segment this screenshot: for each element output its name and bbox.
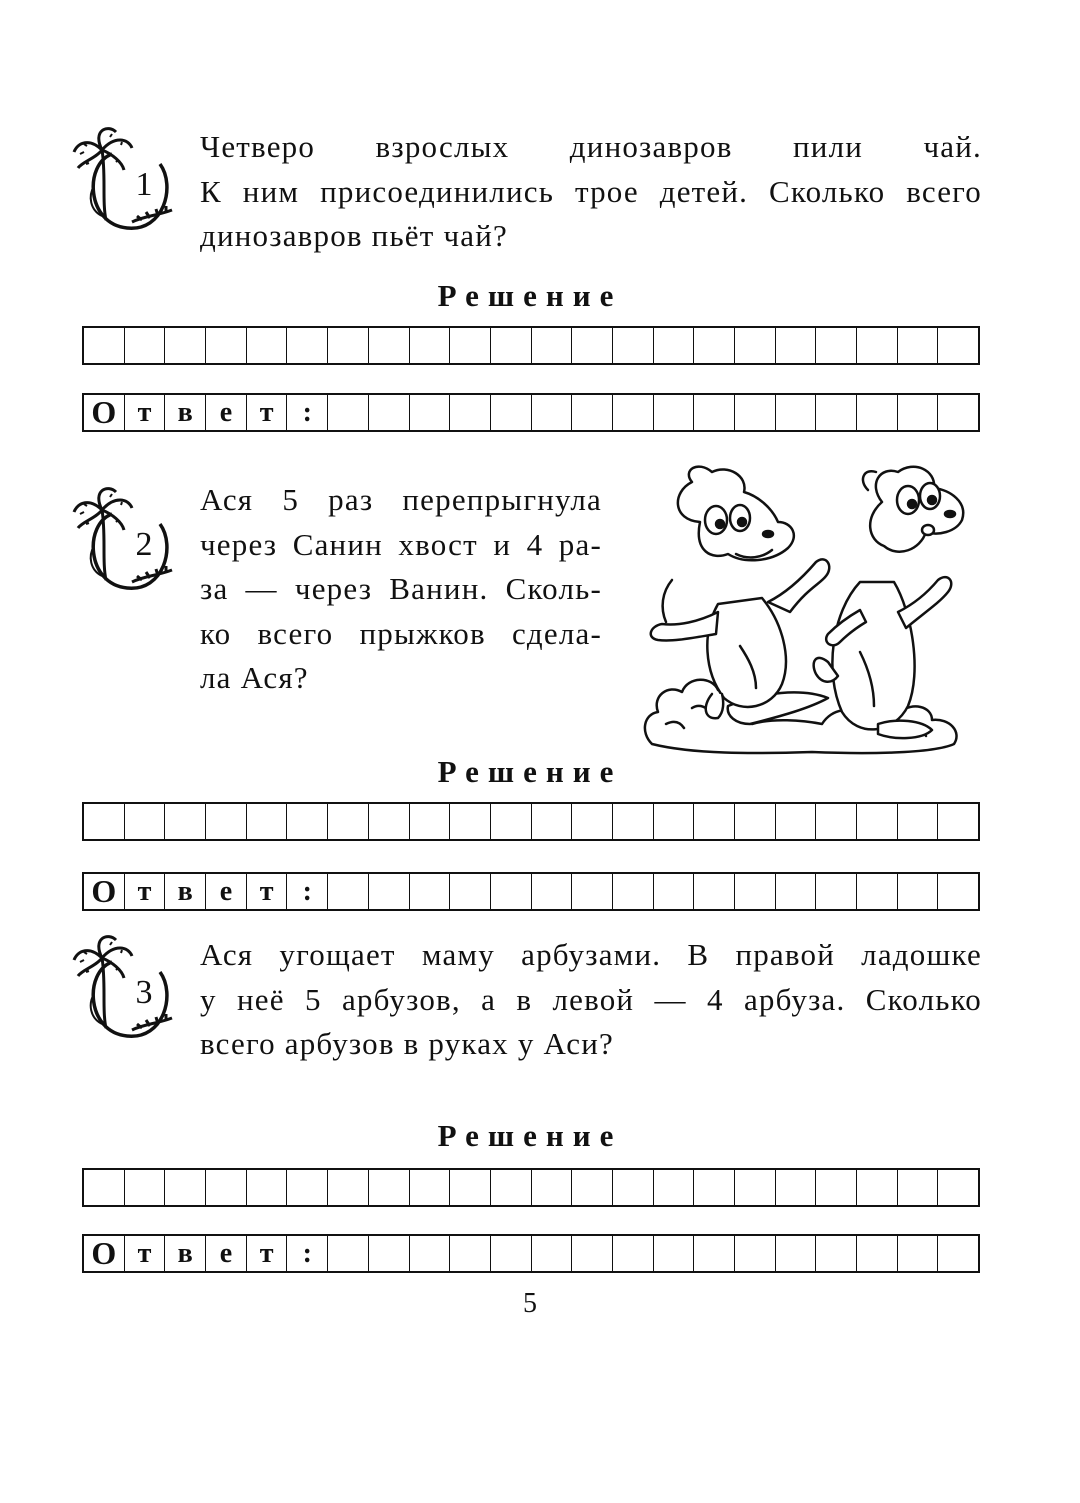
grid-cell[interactable] bbox=[694, 328, 735, 363]
dinosaur-pair-icon bbox=[632, 462, 972, 758]
grid-cell[interactable] bbox=[857, 328, 898, 363]
grid-cell[interactable] bbox=[735, 874, 776, 909]
grid-cell[interactable] bbox=[84, 804, 125, 839]
task-1-text bbox=[200, 125, 982, 259]
grid-cell[interactable] bbox=[898, 1236, 939, 1271]
grid-cell[interactable] bbox=[165, 328, 206, 363]
grid-cell[interactable] bbox=[165, 1170, 206, 1205]
grid-cell[interactable] bbox=[410, 328, 451, 363]
grid-cell[interactable] bbox=[857, 874, 898, 909]
task-1-number: 1 bbox=[135, 166, 153, 203]
grid-cell[interactable] bbox=[491, 874, 532, 909]
grid-cell[interactable] bbox=[125, 328, 166, 363]
grid-cell[interactable] bbox=[938, 804, 978, 839]
grid-cell[interactable] bbox=[287, 328, 328, 363]
task-2-line-1: Ася 5 раз перепрыгнула bbox=[200, 482, 602, 517]
task-2-answer-grid[interactable] bbox=[82, 872, 980, 911]
grid-cell[interactable] bbox=[369, 804, 410, 839]
grid-cell[interactable] bbox=[491, 328, 532, 363]
grid-cell[interactable] bbox=[532, 874, 573, 909]
task-3-number: 3 bbox=[135, 974, 153, 1011]
grid-cell[interactable] bbox=[654, 1236, 695, 1271]
answer-letter: т bbox=[125, 874, 166, 909]
answer-letter: в bbox=[165, 874, 206, 909]
grid-cell[interactable] bbox=[532, 1236, 573, 1271]
grid-cell[interactable] bbox=[898, 874, 939, 909]
grid-cell[interactable] bbox=[410, 1236, 451, 1271]
task-2-text bbox=[200, 478, 602, 701]
grid-cell[interactable] bbox=[613, 804, 654, 839]
task-3-line-2: у неё 5 арбузов, а в левой — 4 арбуза. Сколько bbox=[200, 981, 982, 1017]
grid-cell[interactable] bbox=[654, 1170, 695, 1205]
task-2-line-4: ко всего прыжков сдела- bbox=[200, 615, 602, 651]
task-1-line-3: динозавров пьёт чай? bbox=[200, 218, 508, 253]
task-3-solution-heading: Решение bbox=[437, 1118, 623, 1153]
task-3-answer-grid[interactable] bbox=[82, 1234, 980, 1273]
grid-cell[interactable] bbox=[613, 1170, 654, 1205]
grid-cell[interactable] bbox=[328, 1170, 369, 1205]
answer-letter: т bbox=[125, 395, 166, 430]
grid-cell[interactable] bbox=[532, 804, 573, 839]
grid-cell[interactable] bbox=[572, 328, 613, 363]
grid-cell[interactable] bbox=[613, 328, 654, 363]
grid-cell[interactable] bbox=[898, 804, 939, 839]
grid-cell[interactable] bbox=[247, 804, 288, 839]
grid-cell[interactable] bbox=[654, 874, 695, 909]
grid-cell[interactable] bbox=[450, 395, 491, 430]
grid-cell[interactable] bbox=[328, 874, 369, 909]
grid-cell[interactable] bbox=[369, 328, 410, 363]
grid-cell[interactable] bbox=[938, 874, 978, 909]
grid-cell[interactable] bbox=[776, 874, 817, 909]
grid-cell[interactable] bbox=[735, 1170, 776, 1205]
grid-cell[interactable] bbox=[857, 1170, 898, 1205]
grid-cell[interactable] bbox=[735, 395, 776, 430]
task-2-line-5: ла Ася? bbox=[200, 660, 309, 695]
grid-cell[interactable] bbox=[328, 804, 369, 839]
answer-letter: О bbox=[84, 874, 125, 909]
grid-cell[interactable] bbox=[206, 804, 247, 839]
answer-letter: : bbox=[287, 1236, 328, 1271]
grid-cell[interactable] bbox=[450, 1170, 491, 1205]
grid-cell[interactable] bbox=[776, 328, 817, 363]
grid-cell[interactable] bbox=[735, 1236, 776, 1271]
grid-cell[interactable] bbox=[369, 1236, 410, 1271]
task-2-line-3: за — через Ванин. Сколь- bbox=[200, 571, 602, 606]
answer-letter: т bbox=[247, 1236, 288, 1271]
grid-cell[interactable] bbox=[206, 1170, 247, 1205]
answer-letter: : bbox=[287, 874, 328, 909]
task-3-solution-grid[interactable] bbox=[82, 1168, 980, 1207]
grid-cell[interactable] bbox=[776, 804, 817, 839]
grid-cell[interactable] bbox=[247, 1170, 288, 1205]
answer-letter: О bbox=[84, 1236, 125, 1271]
grid-cell[interactable] bbox=[898, 1170, 939, 1205]
grid-cell[interactable] bbox=[532, 1170, 573, 1205]
grid-cell[interactable] bbox=[287, 804, 328, 839]
grid-cell[interactable] bbox=[938, 1170, 978, 1205]
grid-cell[interactable] bbox=[369, 1170, 410, 1205]
grid-cell[interactable] bbox=[938, 328, 978, 363]
grid-cell[interactable] bbox=[694, 874, 735, 909]
grid-cell[interactable] bbox=[816, 328, 857, 363]
grid-cell[interactable] bbox=[816, 804, 857, 839]
grid-cell[interactable] bbox=[735, 804, 776, 839]
grid-cell[interactable] bbox=[816, 395, 857, 430]
grid-cell[interactable] bbox=[816, 874, 857, 909]
answer-letter: т bbox=[247, 874, 288, 909]
grid-cell[interactable] bbox=[84, 1170, 125, 1205]
grid-cell[interactable] bbox=[694, 1236, 735, 1271]
grid-cell[interactable] bbox=[694, 804, 735, 839]
task-2-solution-heading: Решение bbox=[437, 754, 623, 789]
task-1-answer-grid[interactable] bbox=[82, 393, 980, 432]
task-2-number: 2 bbox=[135, 526, 153, 563]
answer-letter: в bbox=[165, 1236, 206, 1271]
answer-letter: в bbox=[165, 395, 206, 430]
grid-cell[interactable] bbox=[369, 395, 410, 430]
grid-cell[interactable] bbox=[694, 1170, 735, 1205]
grid-cell[interactable] bbox=[410, 1170, 451, 1205]
grid-cell[interactable] bbox=[857, 1236, 898, 1271]
grid-cell[interactable] bbox=[328, 395, 369, 430]
grid-cell[interactable] bbox=[857, 804, 898, 839]
answer-letter: т bbox=[125, 1236, 166, 1271]
answer-letter: е bbox=[206, 874, 247, 909]
grid-cell[interactable] bbox=[491, 395, 532, 430]
grid-cell[interactable] bbox=[776, 1236, 817, 1271]
grid-cell[interactable] bbox=[694, 395, 735, 430]
grid-cell[interactable] bbox=[654, 395, 695, 430]
task-2-line-2: через Санин хвост и 4 ра- bbox=[200, 526, 602, 562]
task-1-solution-grid[interactable] bbox=[82, 326, 980, 365]
task-2-badge bbox=[72, 484, 182, 594]
grid-cell[interactable] bbox=[450, 1236, 491, 1271]
grid-cell[interactable] bbox=[450, 804, 491, 839]
grid-cell[interactable] bbox=[247, 328, 288, 363]
grid-cell[interactable] bbox=[938, 1236, 978, 1271]
task-3-line-3: всего арбузов в руках у Аси? bbox=[200, 1026, 615, 1061]
grid-cell[interactable] bbox=[369, 874, 410, 909]
grid-cell[interactable] bbox=[491, 1170, 532, 1205]
grid-cell[interactable] bbox=[532, 328, 573, 363]
answer-letter: е bbox=[206, 395, 247, 430]
grid-cell[interactable] bbox=[84, 328, 125, 363]
grid-cell[interactable] bbox=[898, 328, 939, 363]
grid-cell[interactable] bbox=[613, 874, 654, 909]
answer-letter: : bbox=[287, 395, 328, 430]
grid-cell[interactable] bbox=[654, 328, 695, 363]
task-3-line-1: Ася угощает маму арбузами. В правой ладошке bbox=[200, 937, 982, 972]
task-1-line-1: Четверо взрослых динозавров пили чай. bbox=[200, 129, 982, 164]
grid-cell[interactable] bbox=[654, 804, 695, 839]
grid-cell[interactable] bbox=[572, 874, 613, 909]
grid-cell[interactable] bbox=[613, 1236, 654, 1271]
task-1-badge bbox=[72, 124, 182, 234]
grid-cell[interactable] bbox=[450, 328, 491, 363]
dinosaurs-illustration bbox=[632, 462, 972, 758]
grid-cell[interactable] bbox=[572, 1236, 613, 1271]
grid-cell[interactable] bbox=[938, 395, 978, 430]
grid-cell[interactable] bbox=[410, 804, 451, 839]
grid-cell[interactable] bbox=[328, 328, 369, 363]
task-3-badge bbox=[72, 932, 182, 1042]
grid-cell[interactable] bbox=[857, 395, 898, 430]
grid-cell[interactable] bbox=[572, 395, 613, 430]
grid-cell[interactable] bbox=[613, 395, 654, 430]
grid-cell[interactable] bbox=[410, 395, 451, 430]
grid-cell[interactable] bbox=[410, 874, 451, 909]
grid-cell[interactable] bbox=[125, 1170, 166, 1205]
grid-cell[interactable] bbox=[165, 804, 206, 839]
task-2-solution-grid[interactable] bbox=[82, 802, 980, 841]
grid-cell[interactable] bbox=[735, 328, 776, 363]
answer-letter: т bbox=[247, 395, 288, 430]
grid-cell[interactable] bbox=[328, 1236, 369, 1271]
grid-cell[interactable] bbox=[450, 874, 491, 909]
grid-cell[interactable] bbox=[776, 1170, 817, 1205]
grid-cell[interactable] bbox=[287, 1170, 328, 1205]
page-number: 5 bbox=[523, 1288, 537, 1319]
grid-cell[interactable] bbox=[816, 1170, 857, 1205]
task-3-text bbox=[200, 933, 982, 1067]
grid-cell[interactable] bbox=[572, 804, 613, 839]
grid-cell[interactable] bbox=[491, 1236, 532, 1271]
answer-letter: О bbox=[84, 395, 125, 430]
grid-cell[interactable] bbox=[491, 804, 532, 839]
grid-cell[interactable] bbox=[206, 328, 247, 363]
grid-cell[interactable] bbox=[572, 1170, 613, 1205]
grid-cell[interactable] bbox=[776, 395, 817, 430]
grid-cell[interactable] bbox=[816, 1236, 857, 1271]
grid-cell[interactable] bbox=[532, 395, 573, 430]
task-1-line-2: К ним присоединились трое детей. Сколько всего bbox=[200, 173, 982, 209]
answer-letter: е bbox=[206, 1236, 247, 1271]
task-1-solution-heading: Решение bbox=[437, 278, 623, 313]
grid-cell[interactable] bbox=[125, 804, 166, 839]
grid-cell[interactable] bbox=[898, 395, 939, 430]
